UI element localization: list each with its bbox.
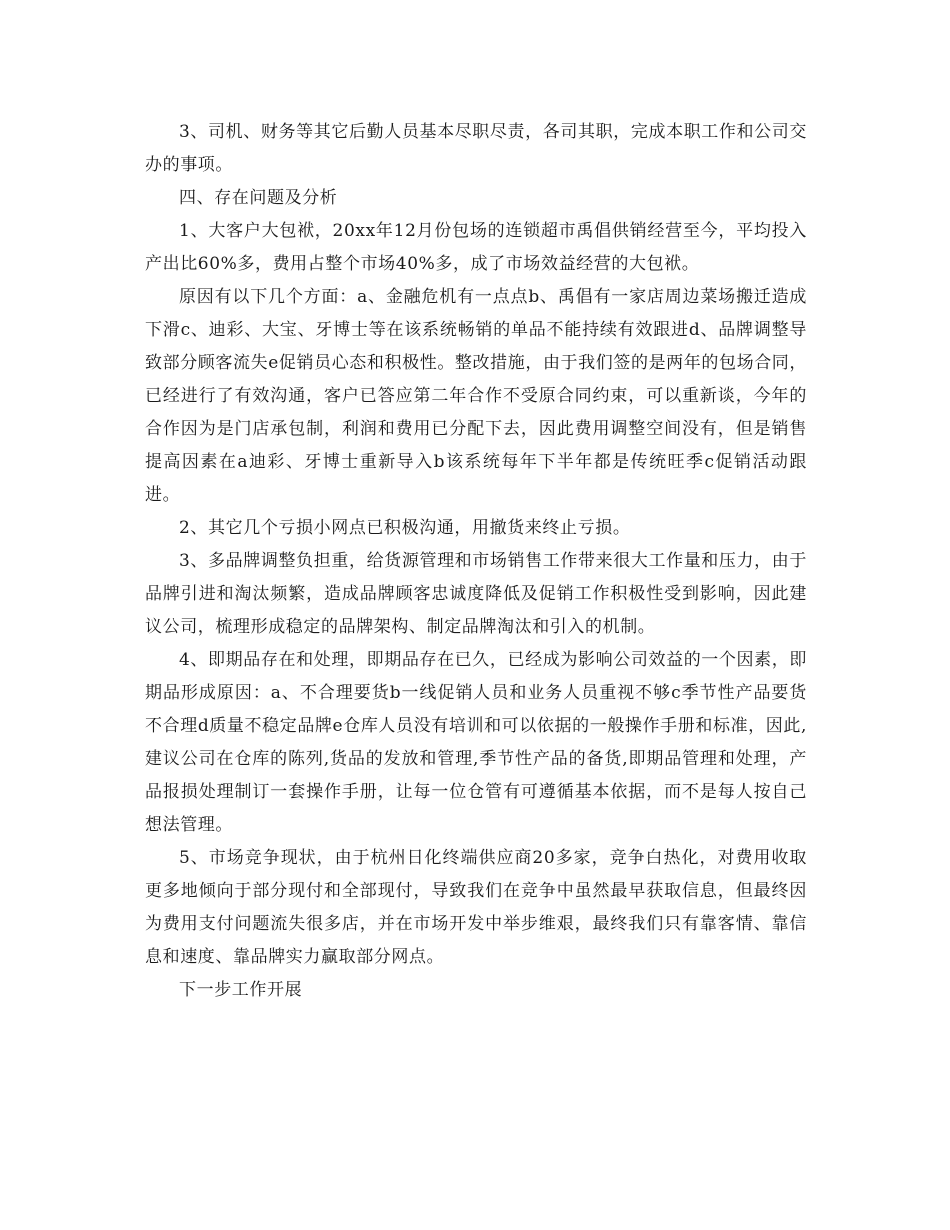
paragraph-market-competition: 5、市场竞争现状，由于杭州日化终端供应商20多家，竞争白热化，对费用收取更多地倾向于部分现付和全部现付，导致我们在竞争中虽然最早获取信息，但最终因为费用支付问题流失很多店，并在市场开发中举步维艰，最终我们只有靠客情、靠信息和速度、靠品牌实力赢取部分网点。 — [145, 848, 807, 967]
section-heading-next-steps: 下一步工作开展 — [179, 980, 303, 1000]
paragraph-brand-adjustment: 3、多品牌调整负担重，给货源管理和市场销售工作带来很大工作量和压力，由于品牌引进和淘汰频繁，造成品牌顾客忠诚度降低及促销工作积极性受到影响，因此建议公司，梳理形成稳定的品牌架构、制定品牌淘汰和引入的机制。 — [145, 551, 807, 637]
paragraph-causes: 原因有以下几个方面：a、金融危机有一点点b、禹倡有一家店周边菜场搬迁造成下滑c、迪彩、大宝、牙博士等在该系统畅销的单品不能持续有效跟进d、品牌调整导致部分顾客流失e促销员心态和积极性。整改措施，由于我们签的是两年的包场合同，已经进行了有效沟通，客户已答应第二年合作不受原合同约束，可以重新谈，今年的合作因为是门店承包制，利润和费用已分配下去，因此费用调整空间没有，但是销售提高因素在a迪彩、牙博士重新导入b该系统每年下半年都是传统旺季c促销活动跟进。 — [145, 287, 807, 505]
paragraph-key-account: 1、大客户大包袱，20xx年12月份包场的连锁超市禹倡供销经营至今，平均投入产出比60%多，费用占整个市场40%多，成了市场效益经营的大包袱。 — [145, 221, 807, 274]
paragraph-logistics-staff: 3、司机、财务等其它后勤人员基本尽职尽责，各司其职，完成本职工作和公司交办的事项。 — [145, 122, 807, 175]
paragraph-loss-outlets: 2、其它几个亏损小网点已积极沟通，用撤货来终止亏损。 — [179, 518, 631, 538]
document-body — [145, 116, 807, 1007]
section-heading-problems: 四、存在问题及分析 — [179, 188, 338, 208]
paragraph-near-expiry-goods: 4、即期品存在和处理，即期品存在已久，已经成为影响公司效益的一个因素，即期品形成原因：a、不合理要货b一线促销人员和业务人员重视不够c季节性产品要货不合理d质量不稳定品牌e仓库人员没有培训和可以依据的一般操作手册和标准，因此,建议公司在仓库的陈列,货品的发放和管理,季节性产品的备货,即期品管理和处理，产品报损处理制订一套操作手册，让每一位仓管有可遵循基本依据，而不是每人按自己想法管理。 — [145, 650, 807, 835]
